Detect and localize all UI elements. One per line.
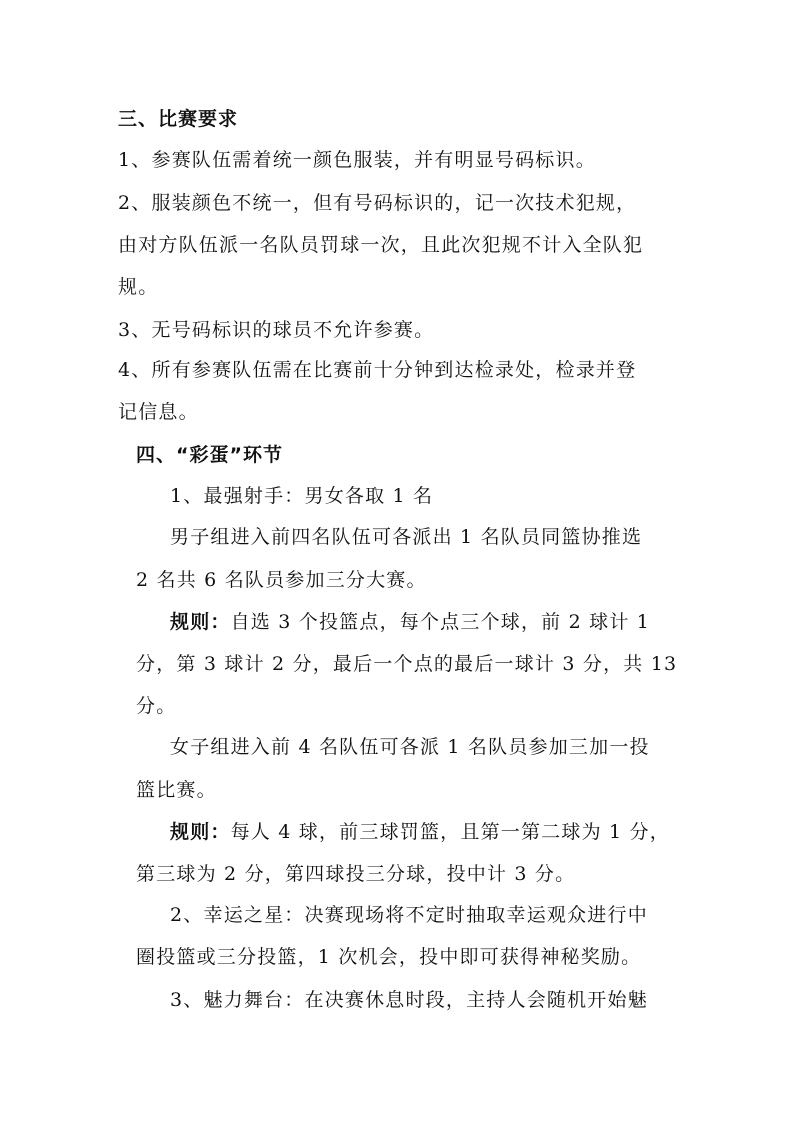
female-paragraph-line-1: 女子组进入前 4 名队伍可各派 1 名队员参加三加一投 (170, 736, 650, 758)
male-paragraph-line-2: 2 名共 6 名队员参加三分大赛。 (136, 569, 427, 591)
male-rule-label: 规则： (170, 611, 231, 633)
section-3-line-4: 规。 (118, 276, 159, 298)
section-3-line-5: 3、无号码标识的球员不允许参赛。 (118, 319, 435, 341)
male-rule-line-3: 分。 (136, 695, 177, 717)
male-rule-line-2: 分，第 3 球计 2 分，最后一个点的最后一球计 3 分，共 13 (136, 653, 678, 675)
section-3-line-3: 由对方队伍派一名队员罚球一次，且此次犯规不计入全队犯 (118, 234, 644, 256)
item-2-line-1: 2、幸运之星：决赛现场将不定时抽取幸运观众进行中 (170, 904, 648, 926)
female-paragraph-line-2: 篮比赛。 (136, 779, 217, 801)
section-3-heading: 三、比赛要求 (118, 108, 239, 130)
section-3-line-2: 2、服装颜色不统一，但有号码标识的，记一次技术犯规， (118, 192, 637, 214)
section-3-line-7: 记信息。 (118, 401, 199, 423)
section-3-line-1: 1、参赛队伍需着统一颜色服装，并有明显号码标识。 (118, 149, 596, 171)
female-rule-line-2: 第三球为 2 分，第四球投三分球，投中计 3 分。 (136, 863, 576, 885)
item-3-line-1: 3、魅力舞台：在决赛休息时段，主持人会随机开始魅 (170, 989, 648, 1011)
female-rule-label: 规则： (170, 821, 231, 843)
section-3-line-6: 4、所有参赛队伍需在比赛前十分钟到达检录处，检录并登 (118, 359, 637, 381)
item-2-line-2: 圈投篮或三分投篮，1 次机会，投中即可获得神秘奖励。 (136, 946, 642, 968)
female-rule-text: 每人 4 球，前三球罚篮，且第一第二球为 1 分， (230, 821, 670, 843)
female-rule-line-1 (170, 820, 680, 844)
section-4-heading: 四、“彩蛋”环节 (136, 444, 283, 466)
male-rule-text: 自选 3 个投篮点，每个点三个球，前 2 球计 1 (230, 611, 651, 633)
male-paragraph-line-1: 男子组进入前四名队伍可各派出 1 名队员同篮协推选 (170, 526, 643, 548)
item-1-title: 1、最强射手：男女各取 1 名 (170, 485, 434, 507)
male-rule-line-1 (170, 610, 680, 634)
